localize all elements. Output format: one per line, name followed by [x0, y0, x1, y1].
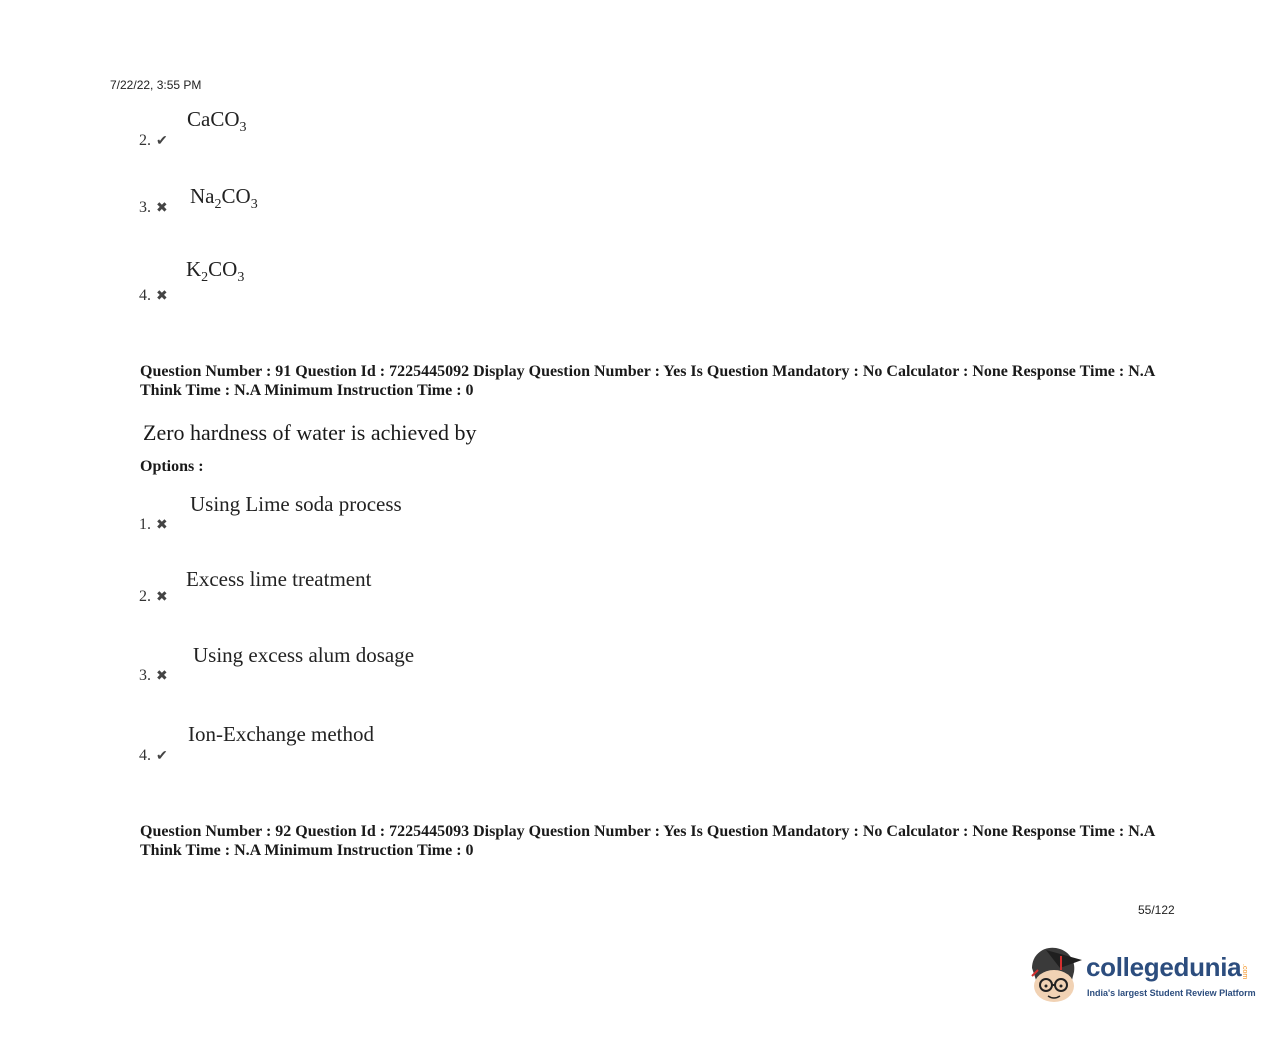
option-number: 4. ✔ — [139, 747, 168, 764]
options-label: Options : — [140, 458, 204, 475]
check-icon: ✔ — [156, 749, 168, 764]
cross-icon: ✖ — [156, 201, 168, 216]
option-formula-caco3: CaCO$_3$ — [187, 107, 247, 136]
brand-tagline: India's largest Student Review Platform — [1087, 988, 1256, 998]
option-formula-k2co3: $K_2CO_3$ — [186, 257, 245, 286]
option-number: 3. ✖ — [139, 199, 168, 216]
option-number: 2. ✖ — [139, 588, 168, 605]
option-number: 2. ✔ — [139, 132, 168, 149]
option-formula-na2co3: $Na_2CO_3$ — [190, 184, 258, 213]
option-number: 3. ✖ — [139, 667, 168, 684]
option-number: 4. ✖ — [139, 287, 168, 304]
question-92-meta: Question Number : 92 Question Id : 7225445093 Display Question Number : Yes Is Question Mandatory : No Calculator : None Response Time : N.A Think Time : N.A Minimum Instruction Time : 0 — [140, 823, 1155, 859]
brand-suffix: .com — [1241, 964, 1248, 980]
cross-icon: ✖ — [156, 669, 168, 684]
cross-icon: ✖ — [156, 518, 168, 533]
mascot-logo-icon — [1024, 940, 1086, 1010]
option-text: Using excess alum dosage — [193, 643, 415, 667]
option-text: Using Lime soda process — [190, 492, 402, 516]
question-91-meta: Question Number : 91 Question Id : 7225445092 Display Question Number : Yes Is Question Mandatory : No Calculator : None Response Time : N.A Think Time : N.A Minimum Instruction Time : 0 — [140, 363, 1155, 399]
option-text: Ion-Exchange method — [188, 722, 375, 746]
print-timestamp: 7/22/22, 3:55 PM — [110, 78, 202, 92]
option-text: Excess lime treatment — [186, 567, 372, 591]
option-number: 1. ✖ — [139, 516, 168, 533]
check-icon: ✔ — [156, 134, 168, 149]
cross-icon: ✖ — [156, 289, 168, 304]
brand-name: collegedunia — [1086, 952, 1242, 982]
question-91-text: Zero hardness of water is achieved by — [143, 420, 477, 445]
page-number: 55/122 — [1138, 903, 1175, 917]
cross-icon: ✖ — [156, 590, 168, 605]
